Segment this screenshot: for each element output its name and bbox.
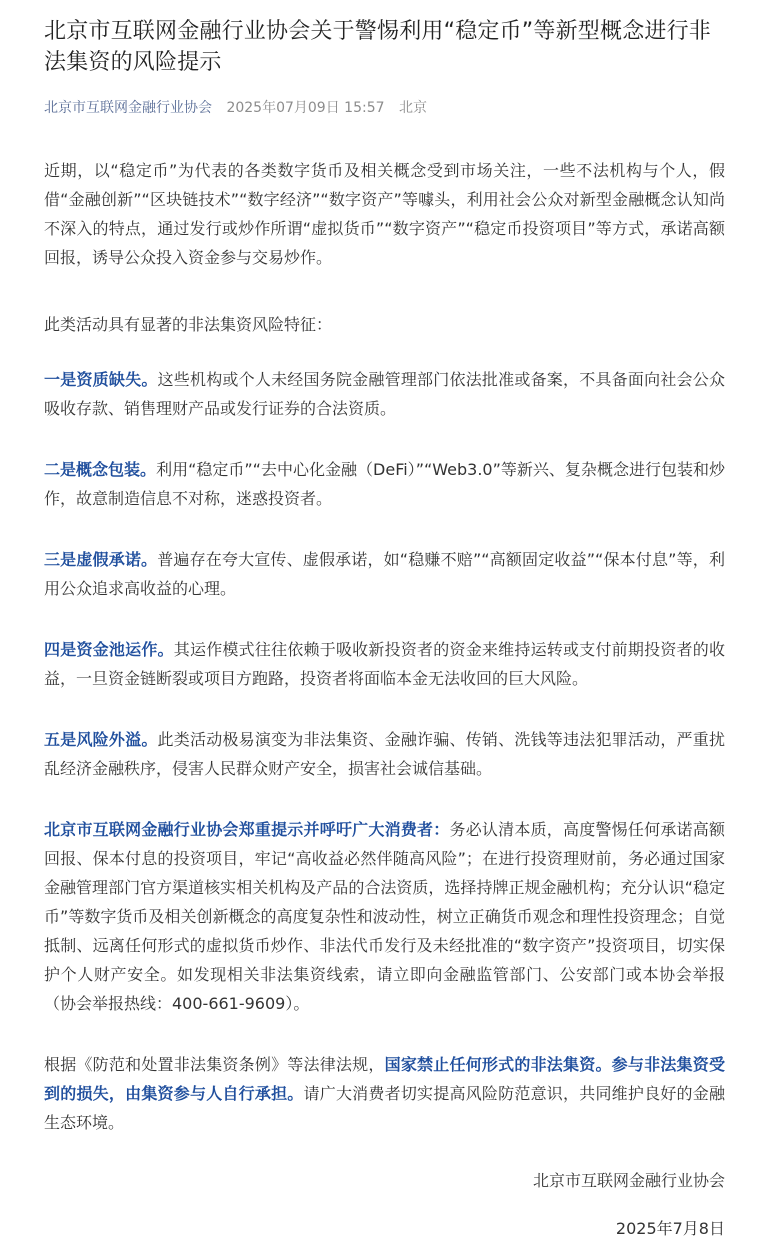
feature-lead: 二是概念包装。 (44, 460, 157, 479)
closing-emphasis: 国家禁止任何形式的非法集资。参与非法集资受到的损失，由集资参与人自行承担。 (44, 1055, 725, 1103)
signature-date: 2025年7月8日 (615, 1219, 725, 1238)
source-account-link[interactable]: 北京市互联网金融行业协会 (44, 100, 212, 116)
features-intro: 此类活动具有显著的非法集资风险特征： (44, 315, 333, 334)
article-title: 北京市互联网金融行业协会关于警惕利用“稳定币”等新型概念进行非法集资的风险提示 (44, 19, 711, 75)
feature-text: 利用“稳定币”“去中心化金融（DeFi）”“Web3.0”等新兴、复杂概念进行包装和炒作，故意制造信息不对称，迷惑投资者。 (44, 460, 725, 508)
feature-paragraph (44, 365, 725, 423)
feature-text: 其运作模式往往依赖于吸收新投资者的资金来维持运转或支付前期投资者的收益，一旦资金链断裂或项目方跑路，投资者将面临本金无法收回的巨大风险。 (44, 640, 725, 688)
intro-paragraph: 近期，以“稳定币”为代表的各类数字货币及相关概念受到市场关注，一些不法机构与个人，假借“金融创新”“区块链技术”“数字经济”“数字资产”等噱头，利用社会公众对新型金融概念认知尚不深入的特点，通过发行或炒作所谓“虚拟货币”“数字资产”“稳定币投资项目”等方式，承诺高额回报，诱导公众投入资金参与交易炒作。 (44, 161, 725, 267)
reminder-text: 务必认清本质，高度警惕任何承诺高额回报、保本付息的投资项目，牢记“高收益必然伴随高风险”；在进行投资理财前，务必通过国家金融管理部门官方渠道核实相关机构及产品的合法资质，选择持牌正规金融机构；充分认识“稳定币”等数字货币及相关创新概念的高度复杂性和波动性，树立正确货币观念和理性投资理念；自觉抵制、远离任何形式的虚拟货币炒作、非法代币发行及未经批准的“数字资产”投资项目，切实保护个人财产安全。如发现相关非法集资线索，请立即向金融监管部门、公安部门或本协会举报（协会举报热线：400-661-9609）。 (44, 820, 725, 1013)
closing-text-pre: 根据《防范和处置非法集资条例》等法律法规， (44, 1055, 385, 1074)
feature-paragraph (44, 635, 725, 693)
article-meta (44, 98, 725, 118)
feature-text: 这些机构或个人未经国务院金融管理部门依法批准或备案，不具备面向社会公众吸收存款、销售理财产品或发行证券的合法资质。 (44, 370, 725, 418)
feature-text: 此类活动极易演变为非法集资、金融诈骗、传销、洗钱等违法犯罪活动，严重扰乱经济金融秩序，侵害人民群众财产安全，损害社会诚信基础。 (44, 730, 725, 778)
reminder-paragraph (44, 815, 725, 1018)
feature-lead: 一是资质缺失。 (44, 370, 158, 389)
feature-paragraph (44, 545, 725, 603)
feature-lead: 三是虚假承诺。 (44, 550, 158, 569)
signature: 北京市互联网金融行业协会 (532, 1171, 725, 1190)
closing-paragraph (44, 1050, 725, 1137)
feature-text: 普遍存在夸大宣传、虚假承诺，如“稳赚不赔”“高额固定收益”“保本付息”等，利用公众追求高收益的心理。 (44, 550, 725, 598)
article-body (44, 156, 725, 1241)
publish-datetime: 2025年07月09日 15:57 (226, 100, 385, 116)
feature-lead: 四是资金池运作。 (44, 640, 174, 659)
feature-lead: 五是风险外溢。 (44, 730, 158, 749)
feature-paragraph (44, 725, 725, 783)
reminder-lead: 北京市互联网金融行业协会郑重提示并呼吁广大消费者： (44, 820, 450, 839)
feature-paragraph (44, 455, 725, 513)
publish-location: 北京 (398, 100, 427, 116)
closing-text-post: 请广大消费者切实提高风险防范意识，共同维护良好的金融生态环境。 (44, 1084, 725, 1132)
